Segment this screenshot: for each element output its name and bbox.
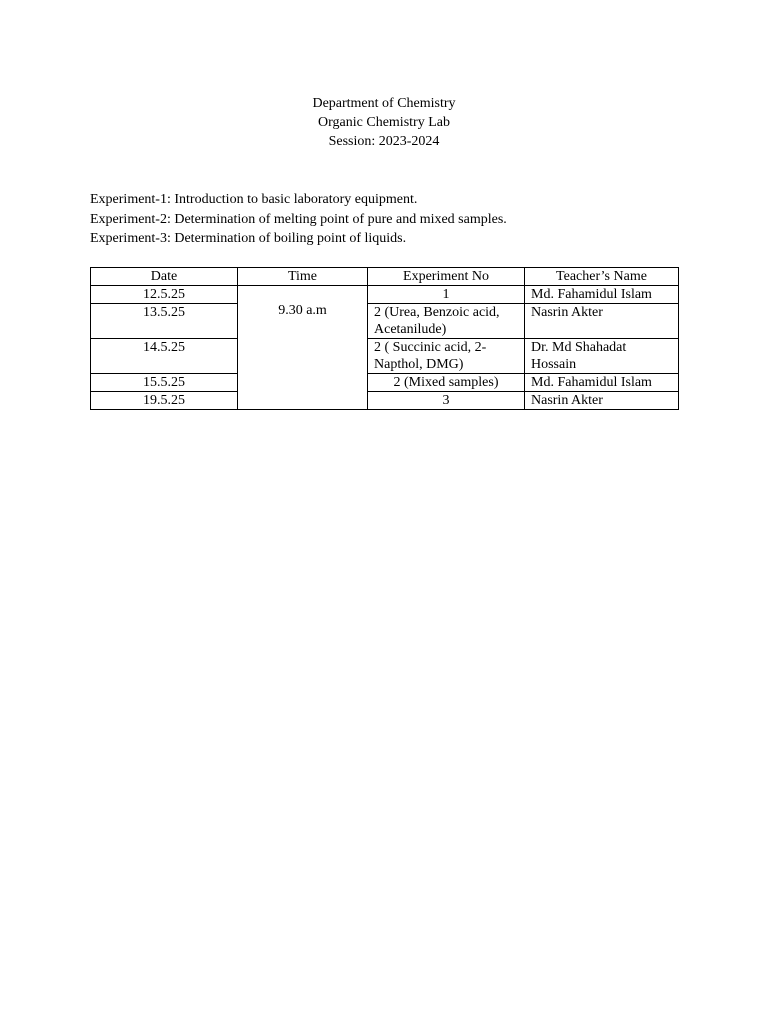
schedule-table [90,267,679,410]
teacher-cell: Md. Fahamidul Islam [525,374,679,392]
experiment-cell: 2 (Mixed samples) [368,374,525,392]
experiment-item: Experiment-2: Determination of melting point of pure and mixed samples. [90,211,507,227]
document-header [0,94,768,151]
experiment-cell: 1 [368,286,525,304]
date-cell: 12.5.25 [91,286,238,304]
date-cell: 14.5.25 [91,339,238,374]
lab-title: Organic Chemistry Lab [318,115,450,130]
session-title: Session: 2023-2024 [328,134,440,149]
experiment-item: Experiment-3: Determination of boiling point of liquids. [90,231,407,246]
date-cell: 19.5.25 [91,392,238,410]
time-cell: 9.30 a.m [238,286,368,410]
experiment-cell: 2 (Urea, Benzoic acid, Acetanilude) [368,304,525,339]
teacher-cell: Nasrin Akter [525,304,679,339]
table-row [91,286,679,304]
table-row [91,392,679,410]
header-date: Date [91,268,238,286]
experiment-item: Experiment-1: Introduction to basic laboratory equipment. [90,192,418,207]
header-time: Time [238,268,368,286]
date-cell: 15.5.25 [91,374,238,392]
experiment-list [90,190,507,249]
table-row [91,304,679,339]
department-title: Department of Chemistry [312,96,456,111]
table-row [91,339,679,374]
table-row [91,374,679,392]
table-header-row [91,268,679,286]
teacher-cell: Nasrin Akter [525,392,679,410]
date-cell: 13.5.25 [91,304,238,339]
experiment-cell: 3 [368,392,525,410]
teacher-cell: Dr. Md Shahadat Hossain [525,339,679,374]
experiment-cell: 2 ( Succinic acid, 2-Napthol, DMG) [368,339,525,374]
teacher-cell: Md. Fahamidul Islam [525,286,679,304]
header-teacher-name: Teacher’s Name [525,268,679,286]
header-experiment-no: Experiment No [368,268,525,286]
